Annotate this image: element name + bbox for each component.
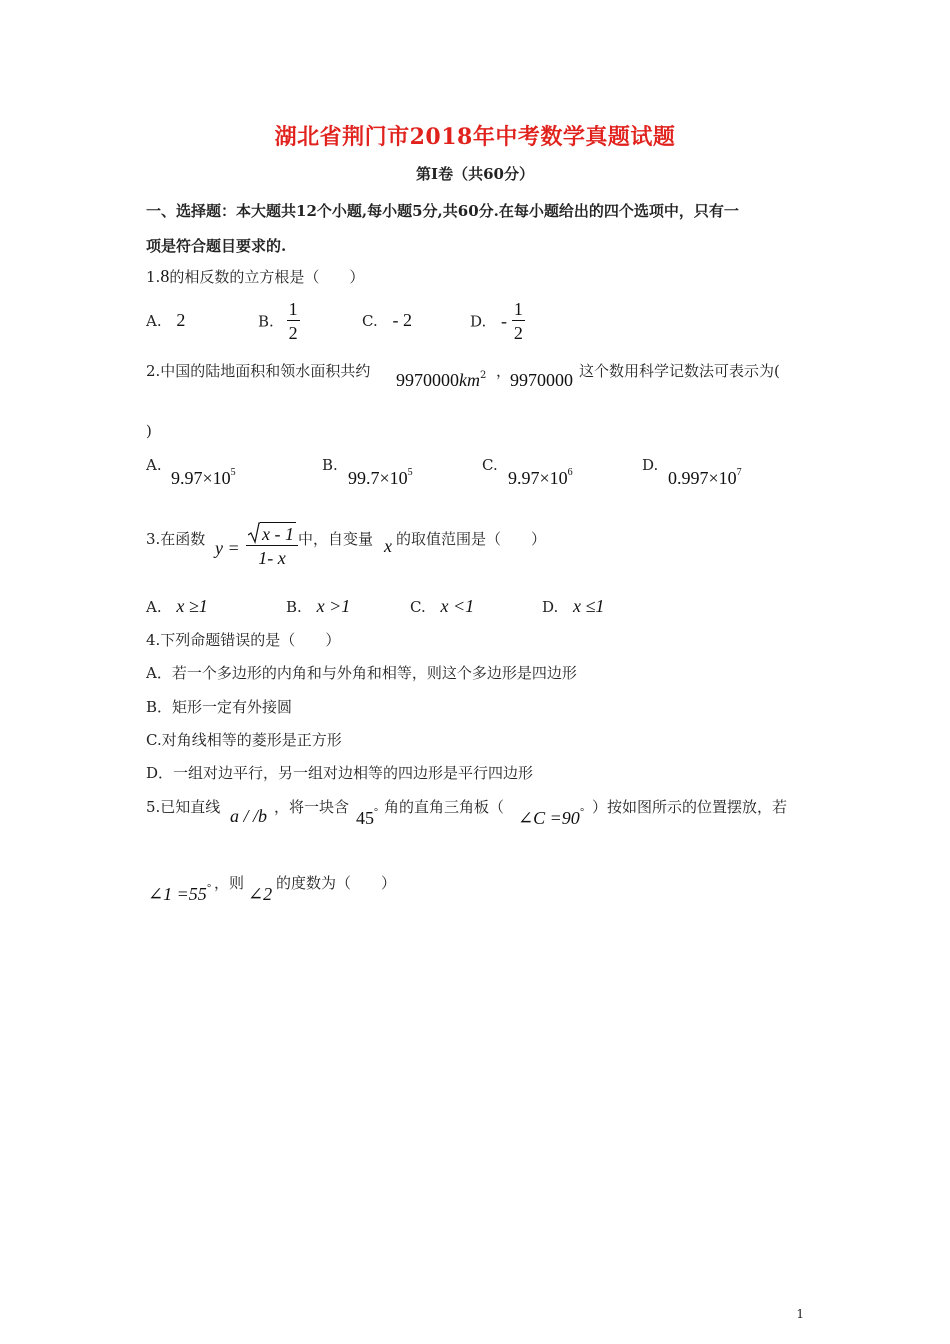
q4-option-c: C.对角线相等的菱形是正方形 xyxy=(146,731,342,749)
q5-stem-end: ）按如图所示的位置摆放，若 xyxy=(592,798,788,816)
q1-text: 的相反数的立方根是（ ） xyxy=(169,268,365,286)
page-number: 1 xyxy=(796,1307,804,1321)
fraction xyxy=(246,522,298,570)
option-value: 2 xyxy=(176,310,186,330)
option-value: 9.97×10 xyxy=(171,468,231,488)
fraction xyxy=(287,298,300,345)
q2-area xyxy=(396,370,486,391)
q3-stem-start: 3.在函数 xyxy=(146,530,206,548)
option-label: A. xyxy=(146,598,162,616)
q2-close-paren: ) xyxy=(146,422,152,440)
q2-option-d xyxy=(668,468,742,489)
q2-stem-end: 这个数用科学记数法可表示为( xyxy=(579,362,780,380)
option-value: 99.7×10 xyxy=(348,468,408,488)
fraction-numerator: 1 xyxy=(288,299,298,319)
q4-stem: 4.下列命题错误的是（ ） xyxy=(146,631,341,649)
q3-option-c xyxy=(410,596,474,617)
q5-angle-45 xyxy=(356,808,378,829)
q3-lhs: y = xyxy=(215,538,240,558)
q5-stem-mid: ，将一块含 xyxy=(274,798,350,816)
q4-option-a: A．若一个多边形的内角和与外角和相等，则这个多边形是四边形 xyxy=(146,664,577,682)
q5-question: 的度数为（ ） xyxy=(276,874,397,892)
angle-value: ∠C =90 xyxy=(518,808,580,828)
q5-angle-1 xyxy=(148,884,211,905)
area-number: 9970000 xyxy=(396,370,459,390)
option-value: x <1 xyxy=(440,596,475,616)
option-label: D. xyxy=(542,598,559,616)
option-label: A. xyxy=(146,312,162,330)
q2-option-b xyxy=(348,468,413,489)
q3-option-a xyxy=(146,596,208,617)
angle-value: 45 xyxy=(356,808,374,828)
q2-option-c-label: C. xyxy=(482,456,498,474)
option-label: B. xyxy=(286,598,302,616)
q5-then: ，则 xyxy=(214,874,245,892)
option-exponent: 6 xyxy=(567,467,573,478)
section-heading-line1: 一、选择题：本大题共12个小题,每小题5分,共60分.在每小题给出的四个选项中，只有一 xyxy=(146,202,739,220)
angle-value: ∠1 =55 xyxy=(148,884,207,904)
q2-option-c xyxy=(508,468,573,489)
q1-option-a xyxy=(146,310,185,331)
q2-stem-start: 2.中国的陆地面积和领水面积共约 xyxy=(146,362,371,380)
degree-symbol: ° xyxy=(374,807,378,818)
q3-variable: x xyxy=(384,536,392,556)
option-value: 9.97×10 xyxy=(508,468,568,488)
q5-angle-2: ∠2 xyxy=(248,884,273,904)
q1-stem xyxy=(146,266,364,287)
option-value: - 2 xyxy=(392,310,412,330)
option-label: D. xyxy=(470,312,487,331)
section-heading-line2: 项是符合题目要求的. xyxy=(146,237,287,255)
option-exponent: 7 xyxy=(736,467,742,478)
option-value: x >1 xyxy=(316,596,351,616)
q5-angle-c xyxy=(518,808,584,829)
radical-icon xyxy=(248,522,260,544)
option-sign: - xyxy=(501,311,508,331)
q3-stem-end: 的取值范围是（ ） xyxy=(396,530,547,548)
q4-option-d: D．一组对边平行，另一组对边相等的四边形是平行四边形 xyxy=(146,764,534,782)
option-value: 0.997×10 xyxy=(668,468,737,488)
q1-option-b xyxy=(258,298,300,345)
radicand: x - 1 xyxy=(262,524,294,544)
q1-prefix: 1. xyxy=(146,268,161,286)
q3-option-b xyxy=(286,596,350,617)
q5-parallel-lines: a / /b xyxy=(230,806,268,826)
q1-option-c xyxy=(362,310,412,331)
degree-symbol: ° xyxy=(206,883,211,894)
degree-symbol: ° xyxy=(579,807,584,818)
q5-stem-mid2: 角的直角三角板（ xyxy=(384,798,505,816)
fraction xyxy=(512,298,525,345)
q2-number: 9970000 xyxy=(510,370,573,390)
q2-option-b-label: B. xyxy=(322,456,338,474)
fraction-denominator: 1- x xyxy=(258,548,286,568)
q2-option-a xyxy=(171,468,236,489)
fraction-numerator xyxy=(246,522,298,546)
q1-option-d xyxy=(470,298,525,345)
option-label: B. xyxy=(258,312,274,331)
sqrt-sign xyxy=(248,522,296,545)
option-label: C. xyxy=(362,312,378,330)
q4-option-b: B．矩形一定有外接圆 xyxy=(146,698,293,716)
q3-option-d xyxy=(542,596,604,617)
page-title: 湖北省荆门市2018年中考数学真题试题 xyxy=(274,124,676,150)
option-exponent: 5 xyxy=(407,467,413,478)
option-exponent: 5 xyxy=(230,467,236,478)
fraction-denominator: 2 xyxy=(288,323,298,343)
option-value: x ≥1 xyxy=(176,596,208,616)
option-label: C. xyxy=(410,598,426,616)
area-exponent: 2 xyxy=(480,369,487,381)
q3-stem-mid: 中，自变量 xyxy=(298,530,374,548)
q2-option-a-label: A. xyxy=(146,456,162,474)
area-unit: km xyxy=(459,370,480,390)
q1-number: 8 xyxy=(160,266,170,286)
q5-stem-start: 5.已知直线 xyxy=(146,798,221,816)
q3-fraction xyxy=(246,522,298,570)
q2-comma: ， xyxy=(496,362,512,380)
q2-option-d-label: D. xyxy=(642,456,659,474)
fraction-numerator: 1 xyxy=(513,299,523,319)
option-value: x ≤1 xyxy=(573,596,605,616)
page-subtitle: 第Ⅰ卷（共60分） xyxy=(416,165,534,183)
fraction-denominator: 2 xyxy=(513,323,523,343)
